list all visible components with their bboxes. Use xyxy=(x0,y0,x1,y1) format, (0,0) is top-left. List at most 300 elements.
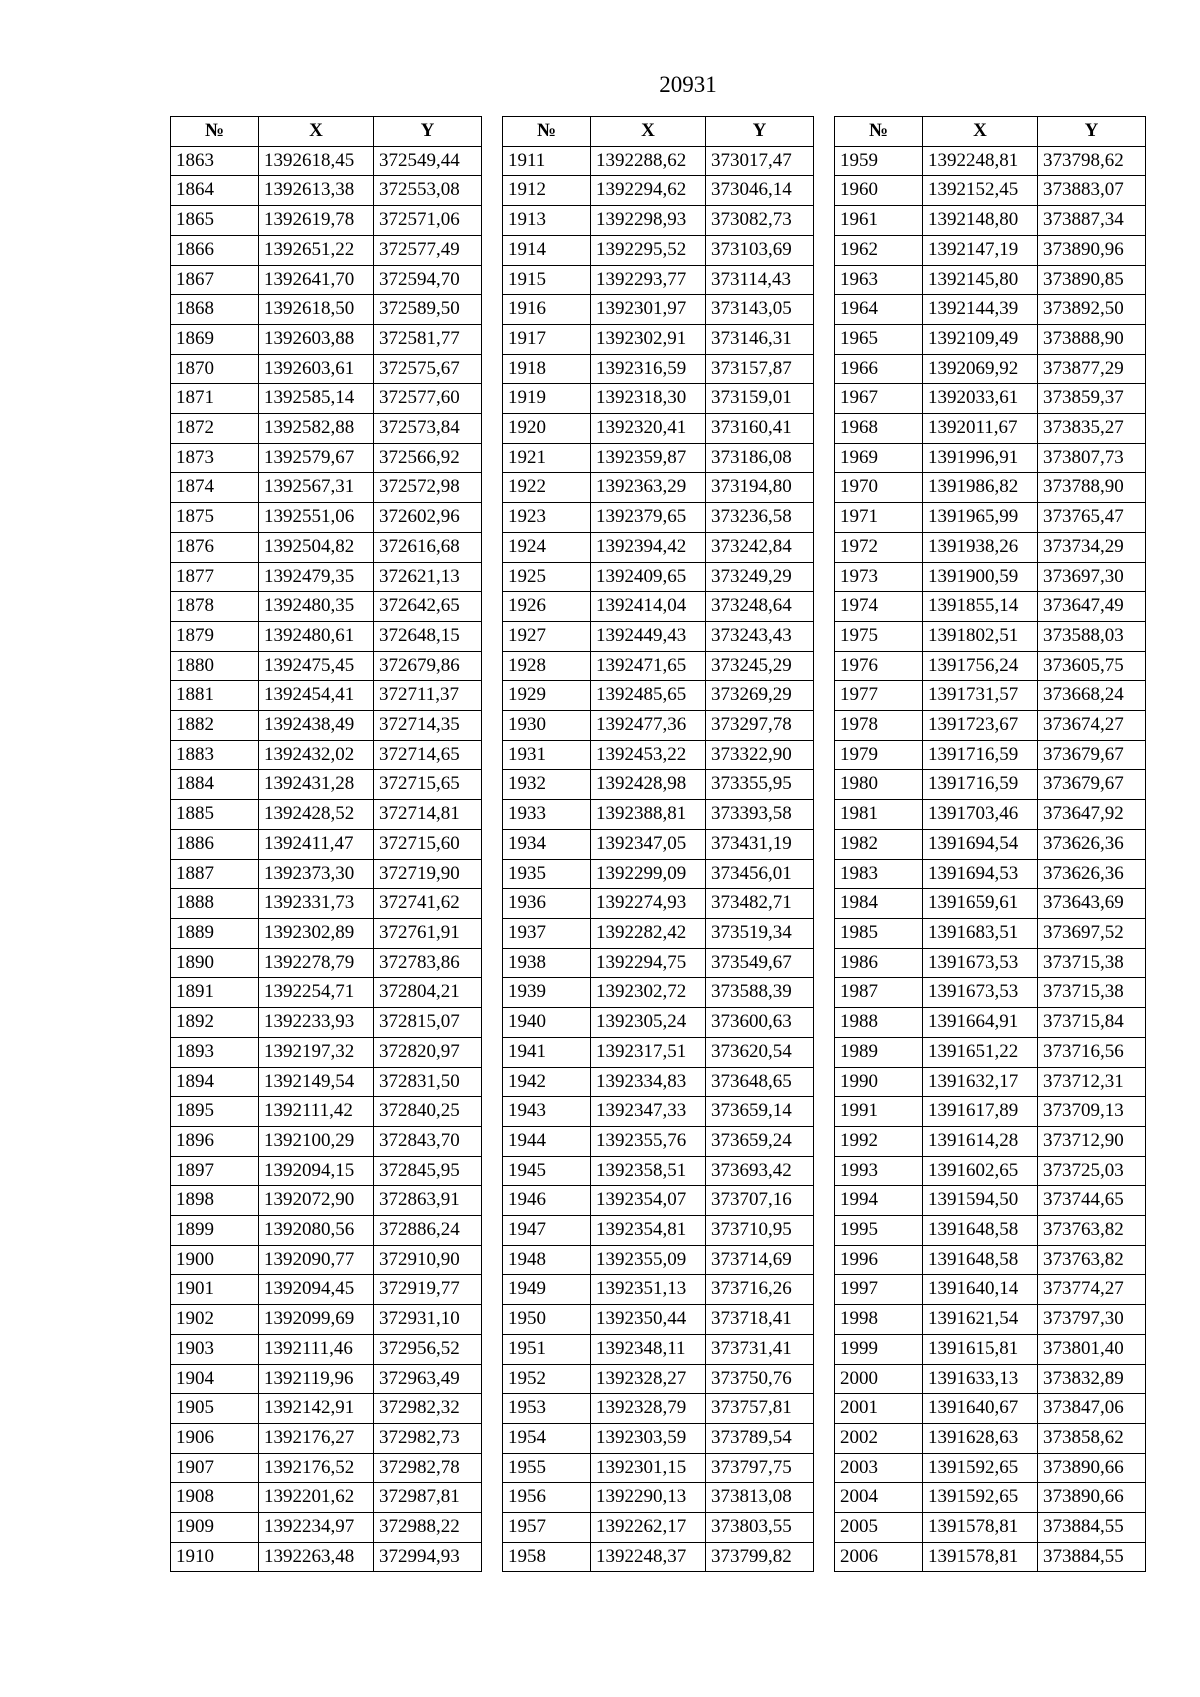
x-coordinate-cell: 1391986,82 xyxy=(923,473,1038,503)
table-row xyxy=(171,473,482,503)
y-coordinate-cell: 372886,24 xyxy=(374,1216,482,1246)
point-number-cell: 2003 xyxy=(835,1453,923,1483)
y-coordinate-cell: 372566,92 xyxy=(374,443,482,473)
x-coordinate-cell: 1392278,79 xyxy=(259,948,374,978)
point-number-cell: 1941 xyxy=(503,1037,591,1067)
y-coordinate-cell: 372648,15 xyxy=(374,621,482,651)
table-row xyxy=(835,206,1146,236)
table-row xyxy=(835,295,1146,325)
table-row xyxy=(503,1008,814,1038)
y-coordinate-cell: 373858,62 xyxy=(1038,1423,1146,1453)
x-coordinate-cell: 1392351,13 xyxy=(591,1275,706,1305)
table-row xyxy=(503,918,814,948)
table-row xyxy=(171,889,482,919)
point-number-cell: 1944 xyxy=(503,1126,591,1156)
y-coordinate-cell: 373243,43 xyxy=(706,621,814,651)
table-row xyxy=(171,1186,482,1216)
table-row xyxy=(171,711,482,741)
table-row xyxy=(171,562,482,592)
table-row xyxy=(835,265,1146,295)
x-coordinate-cell: 1392388,81 xyxy=(591,800,706,830)
table-row xyxy=(503,740,814,770)
x-coordinate-cell: 1392302,91 xyxy=(591,324,706,354)
y-coordinate-cell: 373159,01 xyxy=(706,384,814,414)
point-number-cell: 1898 xyxy=(171,1186,259,1216)
table-row xyxy=(171,1216,482,1246)
y-coordinate-cell: 373143,05 xyxy=(706,295,814,325)
x-coordinate-cell: 1391640,14 xyxy=(923,1275,1038,1305)
x-coordinate-cell: 1392288,62 xyxy=(591,146,706,176)
y-coordinate-cell: 372987,81 xyxy=(374,1483,482,1513)
y-coordinate-cell: 373890,85 xyxy=(1038,265,1146,295)
table-row xyxy=(835,889,1146,919)
point-number-cell: 1903 xyxy=(171,1334,259,1364)
table-row xyxy=(503,324,814,354)
table-row xyxy=(171,1067,482,1097)
point-number-cell: 1955 xyxy=(503,1453,591,1483)
x-coordinate-cell: 1391578,81 xyxy=(923,1542,1038,1572)
table-row xyxy=(171,503,482,533)
y-coordinate-cell: 373674,27 xyxy=(1038,711,1146,741)
y-coordinate-cell: 373160,41 xyxy=(706,414,814,444)
x-coordinate-cell: 1392254,71 xyxy=(259,978,374,1008)
y-coordinate-cell: 373456,01 xyxy=(706,859,814,889)
point-number-cell: 1969 xyxy=(835,443,923,473)
y-coordinate-cell: 372602,96 xyxy=(374,503,482,533)
point-number-cell: 1937 xyxy=(503,918,591,948)
point-number-cell: 1916 xyxy=(503,295,591,325)
y-coordinate-cell: 372843,70 xyxy=(374,1126,482,1156)
y-coordinate-cell: 373888,90 xyxy=(1038,324,1146,354)
table-row xyxy=(835,681,1146,711)
table-row xyxy=(171,235,482,265)
point-number-cell: 1940 xyxy=(503,1008,591,1038)
point-number-cell: 1954 xyxy=(503,1423,591,1453)
table-row xyxy=(835,1513,1146,1543)
point-number-cell: 1991 xyxy=(835,1097,923,1127)
y-coordinate-cell: 372715,60 xyxy=(374,829,482,859)
point-number-cell: 1970 xyxy=(835,473,923,503)
x-coordinate-cell: 1392148,80 xyxy=(923,206,1038,236)
x-coordinate-cell: 1391664,91 xyxy=(923,1008,1038,1038)
y-coordinate-cell: 373832,89 xyxy=(1038,1364,1146,1394)
table-row xyxy=(835,651,1146,681)
x-coordinate-cell: 1392080,56 xyxy=(259,1216,374,1246)
y-coordinate-cell: 373697,30 xyxy=(1038,562,1146,592)
x-coordinate-cell: 1392294,75 xyxy=(591,948,706,978)
point-number-cell: 1921 xyxy=(503,443,591,473)
table-row xyxy=(503,295,814,325)
x-coordinate-cell: 1391683,51 xyxy=(923,918,1038,948)
table-row xyxy=(503,1423,814,1453)
point-number-cell: 1983 xyxy=(835,859,923,889)
x-coordinate-cell: 1391648,58 xyxy=(923,1216,1038,1246)
point-number-cell: 1885 xyxy=(171,800,259,830)
point-number-cell: 1877 xyxy=(171,562,259,592)
y-coordinate-cell: 372549,44 xyxy=(374,146,482,176)
point-number-cell: 1878 xyxy=(171,592,259,622)
x-coordinate-cell: 1391938,26 xyxy=(923,532,1038,562)
table-row xyxy=(171,1542,482,1572)
point-number-cell: 1935 xyxy=(503,859,591,889)
point-number-cell: 1875 xyxy=(171,503,259,533)
point-number-cell: 1971 xyxy=(835,503,923,533)
x-coordinate-cell: 1391731,57 xyxy=(923,681,1038,711)
y-coordinate-cell: 373431,19 xyxy=(706,829,814,859)
table-row xyxy=(171,978,482,1008)
table-row xyxy=(835,354,1146,384)
y-coordinate-cell: 373157,87 xyxy=(706,354,814,384)
x-coordinate-cell: 1392480,61 xyxy=(259,621,374,651)
table-row xyxy=(835,859,1146,889)
y-coordinate-cell: 373186,08 xyxy=(706,443,814,473)
x-coordinate-cell: 1391802,51 xyxy=(923,621,1038,651)
table-row xyxy=(171,1423,482,1453)
point-number-cell: 1872 xyxy=(171,414,259,444)
table-row xyxy=(171,681,482,711)
x-coordinate-cell: 1392485,65 xyxy=(591,681,706,711)
y-coordinate-cell: 373712,90 xyxy=(1038,1126,1146,1156)
x-coordinate-cell: 1392432,02 xyxy=(259,740,374,770)
table-row xyxy=(835,740,1146,770)
y-coordinate-cell: 372931,10 xyxy=(374,1305,482,1335)
x-coordinate-cell: 1391602,65 xyxy=(923,1156,1038,1186)
point-number-cell: 1906 xyxy=(171,1423,259,1453)
y-coordinate-cell: 373714,69 xyxy=(706,1245,814,1275)
point-number-cell: 1919 xyxy=(503,384,591,414)
x-coordinate-cell: 1392274,93 xyxy=(591,889,706,919)
x-coordinate-cell: 1392354,81 xyxy=(591,1216,706,1246)
x-coordinate-cell: 1392334,83 xyxy=(591,1067,706,1097)
table-row xyxy=(835,414,1146,444)
x-coordinate-cell: 1391592,65 xyxy=(923,1483,1038,1513)
y-coordinate-cell: 373643,69 xyxy=(1038,889,1146,919)
y-coordinate-cell: 373679,67 xyxy=(1038,740,1146,770)
table-row xyxy=(503,1186,814,1216)
point-number-cell: 1880 xyxy=(171,651,259,681)
y-coordinate-cell: 373103,69 xyxy=(706,235,814,265)
point-number-cell: 1987 xyxy=(835,978,923,1008)
y-coordinate-cell: 373798,62 xyxy=(1038,146,1146,176)
x-coordinate-cell: 1392094,45 xyxy=(259,1275,374,1305)
y-coordinate-cell: 373744,65 xyxy=(1038,1186,1146,1216)
y-coordinate-cell: 372714,35 xyxy=(374,711,482,741)
x-coordinate-cell: 1392379,65 xyxy=(591,503,706,533)
x-coordinate-cell: 1392109,49 xyxy=(923,324,1038,354)
table-row xyxy=(171,414,482,444)
table-row xyxy=(171,1305,482,1335)
y-coordinate-cell: 373731,41 xyxy=(706,1334,814,1364)
table-row xyxy=(171,1008,482,1038)
x-coordinate-cell: 1392111,46 xyxy=(259,1334,374,1364)
y-coordinate-cell: 373626,36 xyxy=(1038,859,1146,889)
table-row xyxy=(503,176,814,206)
x-coordinate-cell: 1392069,92 xyxy=(923,354,1038,384)
y-coordinate-cell: 373887,34 xyxy=(1038,206,1146,236)
y-coordinate-cell: 373774,27 xyxy=(1038,1275,1146,1305)
y-coordinate-cell: 372642,65 xyxy=(374,592,482,622)
y-coordinate-cell: 373355,95 xyxy=(706,770,814,800)
table-row xyxy=(171,740,482,770)
point-number-cell: 1996 xyxy=(835,1245,923,1275)
table-row xyxy=(503,1513,814,1543)
y-coordinate-cell: 373605,75 xyxy=(1038,651,1146,681)
table-row xyxy=(171,1453,482,1483)
header-y: Y xyxy=(1038,117,1146,147)
x-coordinate-cell: 1392147,19 xyxy=(923,235,1038,265)
y-coordinate-cell: 373194,80 xyxy=(706,473,814,503)
y-coordinate-cell: 372783,86 xyxy=(374,948,482,978)
y-coordinate-cell: 373588,03 xyxy=(1038,621,1146,651)
x-coordinate-cell: 1391617,89 xyxy=(923,1097,1038,1127)
point-number-cell: 1890 xyxy=(171,948,259,978)
x-coordinate-cell: 1391648,58 xyxy=(923,1245,1038,1275)
x-coordinate-cell: 1392651,22 xyxy=(259,235,374,265)
y-coordinate-cell: 373716,26 xyxy=(706,1275,814,1305)
point-number-cell: 1899 xyxy=(171,1216,259,1246)
point-number-cell: 1876 xyxy=(171,532,259,562)
y-coordinate-cell: 373549,67 xyxy=(706,948,814,978)
table-row xyxy=(503,978,814,1008)
table-row xyxy=(835,621,1146,651)
y-coordinate-cell: 373835,27 xyxy=(1038,414,1146,444)
table-row xyxy=(835,1453,1146,1483)
table-header-row xyxy=(171,117,482,147)
table-row xyxy=(171,532,482,562)
point-number-cell: 1915 xyxy=(503,265,591,295)
x-coordinate-cell: 1391694,53 xyxy=(923,859,1038,889)
y-coordinate-cell: 373763,82 xyxy=(1038,1216,1146,1246)
point-number-cell: 1993 xyxy=(835,1156,923,1186)
table-row xyxy=(835,1008,1146,1038)
x-coordinate-cell: 1392299,09 xyxy=(591,859,706,889)
point-number-cell: 2005 xyxy=(835,1513,923,1543)
x-coordinate-cell: 1392305,24 xyxy=(591,1008,706,1038)
x-coordinate-cell: 1392033,61 xyxy=(923,384,1038,414)
coordinate-table-1 xyxy=(170,116,482,1572)
point-number-cell: 1892 xyxy=(171,1008,259,1038)
table-row xyxy=(171,1126,482,1156)
point-number-cell: 1953 xyxy=(503,1394,591,1424)
table-row xyxy=(171,1364,482,1394)
x-coordinate-cell: 1391996,91 xyxy=(923,443,1038,473)
x-coordinate-cell: 1392011,67 xyxy=(923,414,1038,444)
x-coordinate-cell: 1392551,06 xyxy=(259,503,374,533)
table-row xyxy=(835,324,1146,354)
table-row xyxy=(503,829,814,859)
x-coordinate-cell: 1392567,31 xyxy=(259,473,374,503)
y-coordinate-cell: 372577,49 xyxy=(374,235,482,265)
y-coordinate-cell: 372572,98 xyxy=(374,473,482,503)
y-coordinate-cell: 373269,29 xyxy=(706,681,814,711)
y-coordinate-cell: 373715,84 xyxy=(1038,1008,1146,1038)
x-coordinate-cell: 1392293,77 xyxy=(591,265,706,295)
x-coordinate-cell: 1391673,53 xyxy=(923,948,1038,978)
table-row xyxy=(171,592,482,622)
x-coordinate-cell: 1392317,51 xyxy=(591,1037,706,1067)
table-row xyxy=(503,1275,814,1305)
y-coordinate-cell: 373799,82 xyxy=(706,1542,814,1572)
table-row xyxy=(503,948,814,978)
x-coordinate-cell: 1392358,51 xyxy=(591,1156,706,1186)
table-row xyxy=(171,1513,482,1543)
x-coordinate-cell: 1392144,39 xyxy=(923,295,1038,325)
table-row xyxy=(503,651,814,681)
x-coordinate-cell: 1392347,33 xyxy=(591,1097,706,1127)
y-coordinate-cell: 373884,55 xyxy=(1038,1513,1146,1543)
point-number-cell: 1930 xyxy=(503,711,591,741)
x-coordinate-cell: 1392582,88 xyxy=(259,414,374,444)
table-row xyxy=(835,532,1146,562)
header-number: № xyxy=(503,117,591,147)
y-coordinate-cell: 372679,86 xyxy=(374,651,482,681)
table-row xyxy=(835,978,1146,1008)
table-row xyxy=(503,1483,814,1513)
y-coordinate-cell: 373647,92 xyxy=(1038,800,1146,830)
x-coordinate-cell: 1391594,50 xyxy=(923,1186,1038,1216)
y-coordinate-cell: 373620,54 xyxy=(706,1037,814,1067)
y-coordinate-cell: 373890,66 xyxy=(1038,1483,1146,1513)
y-coordinate-cell: 373482,71 xyxy=(706,889,814,919)
y-coordinate-cell: 373600,63 xyxy=(706,1008,814,1038)
point-number-cell: 1911 xyxy=(503,146,591,176)
x-coordinate-cell: 1392350,44 xyxy=(591,1305,706,1335)
y-coordinate-cell: 372820,97 xyxy=(374,1037,482,1067)
table-row xyxy=(171,1097,482,1127)
point-number-cell: 1923 xyxy=(503,503,591,533)
x-coordinate-cell: 1392290,13 xyxy=(591,1483,706,1513)
point-number-cell: 1985 xyxy=(835,918,923,948)
y-coordinate-cell: 373648,65 xyxy=(706,1067,814,1097)
table-row xyxy=(171,1394,482,1424)
x-coordinate-cell: 1392619,78 xyxy=(259,206,374,236)
y-coordinate-cell: 373847,06 xyxy=(1038,1394,1146,1424)
point-number-cell: 1978 xyxy=(835,711,923,741)
point-number-cell: 1934 xyxy=(503,829,591,859)
x-coordinate-cell: 1392355,76 xyxy=(591,1126,706,1156)
x-coordinate-cell: 1392355,09 xyxy=(591,1245,706,1275)
y-coordinate-cell: 373659,14 xyxy=(706,1097,814,1127)
x-coordinate-cell: 1392363,29 xyxy=(591,473,706,503)
x-coordinate-cell: 1392197,32 xyxy=(259,1037,374,1067)
point-number-cell: 1905 xyxy=(171,1394,259,1424)
table-row xyxy=(503,800,814,830)
point-number-cell: 1864 xyxy=(171,176,259,206)
x-coordinate-cell: 1391578,81 xyxy=(923,1513,1038,1543)
x-coordinate-cell: 1391621,54 xyxy=(923,1305,1038,1335)
table-row xyxy=(503,146,814,176)
table-row xyxy=(503,770,814,800)
y-coordinate-cell: 373668,24 xyxy=(1038,681,1146,711)
point-number-cell: 1893 xyxy=(171,1037,259,1067)
point-number-cell: 1896 xyxy=(171,1126,259,1156)
x-coordinate-cell: 1392579,67 xyxy=(259,443,374,473)
point-number-cell: 1926 xyxy=(503,592,591,622)
x-coordinate-cell: 1392454,41 xyxy=(259,681,374,711)
x-coordinate-cell: 1391965,99 xyxy=(923,503,1038,533)
x-coordinate-cell: 1391694,54 xyxy=(923,829,1038,859)
table-row xyxy=(171,1483,482,1513)
point-number-cell: 1869 xyxy=(171,324,259,354)
x-coordinate-cell: 1392318,30 xyxy=(591,384,706,414)
table-row xyxy=(835,1186,1146,1216)
header-number: № xyxy=(835,117,923,147)
y-coordinate-cell: 372553,08 xyxy=(374,176,482,206)
table-row xyxy=(503,711,814,741)
y-coordinate-cell: 373883,07 xyxy=(1038,176,1146,206)
y-coordinate-cell: 373765,47 xyxy=(1038,503,1146,533)
y-coordinate-cell: 372719,90 xyxy=(374,859,482,889)
point-number-cell: 1902 xyxy=(171,1305,259,1335)
point-number-cell: 1999 xyxy=(835,1334,923,1364)
table-row xyxy=(503,592,814,622)
table-row xyxy=(835,800,1146,830)
table-row xyxy=(503,503,814,533)
point-number-cell: 1951 xyxy=(503,1334,591,1364)
x-coordinate-cell: 1392201,62 xyxy=(259,1483,374,1513)
x-coordinate-cell: 1392072,90 xyxy=(259,1186,374,1216)
table-row xyxy=(503,889,814,919)
header-x: X xyxy=(591,117,706,147)
y-coordinate-cell: 372804,21 xyxy=(374,978,482,1008)
x-coordinate-cell: 1391659,61 xyxy=(923,889,1038,919)
table-row xyxy=(503,1542,814,1572)
point-number-cell: 1997 xyxy=(835,1275,923,1305)
point-number-cell: 1895 xyxy=(171,1097,259,1127)
point-number-cell: 1918 xyxy=(503,354,591,384)
point-number-cell: 1871 xyxy=(171,384,259,414)
point-number-cell: 1994 xyxy=(835,1186,923,1216)
point-number-cell: 1873 xyxy=(171,443,259,473)
x-coordinate-cell: 1391855,14 xyxy=(923,592,1038,622)
point-number-cell: 1928 xyxy=(503,651,591,681)
point-number-cell: 2004 xyxy=(835,1483,923,1513)
x-coordinate-cell: 1392234,97 xyxy=(259,1513,374,1543)
point-number-cell: 1942 xyxy=(503,1067,591,1097)
point-number-cell: 1883 xyxy=(171,740,259,770)
table-row xyxy=(171,1245,482,1275)
y-coordinate-cell: 373697,52 xyxy=(1038,918,1146,948)
y-coordinate-cell: 373725,03 xyxy=(1038,1156,1146,1186)
y-coordinate-cell: 373716,56 xyxy=(1038,1037,1146,1067)
x-coordinate-cell: 1392248,81 xyxy=(923,146,1038,176)
x-coordinate-cell: 1392142,91 xyxy=(259,1394,374,1424)
x-coordinate-cell: 1391592,65 xyxy=(923,1453,1038,1483)
point-number-cell: 1879 xyxy=(171,621,259,651)
point-number-cell: 2002 xyxy=(835,1423,923,1453)
point-number-cell: 1946 xyxy=(503,1186,591,1216)
table-row xyxy=(835,1364,1146,1394)
x-coordinate-cell: 1392347,05 xyxy=(591,829,706,859)
table-row xyxy=(171,146,482,176)
point-number-cell: 1986 xyxy=(835,948,923,978)
y-coordinate-cell: 373693,42 xyxy=(706,1156,814,1186)
point-number-cell: 1965 xyxy=(835,324,923,354)
table-row xyxy=(503,1334,814,1364)
table-row xyxy=(503,1245,814,1275)
point-number-cell: 1908 xyxy=(171,1483,259,1513)
table-row xyxy=(503,1126,814,1156)
point-number-cell: 2000 xyxy=(835,1364,923,1394)
x-coordinate-cell: 1392094,15 xyxy=(259,1156,374,1186)
y-coordinate-cell: 373710,95 xyxy=(706,1216,814,1246)
table-row xyxy=(835,1394,1146,1424)
y-coordinate-cell: 373626,36 xyxy=(1038,829,1146,859)
y-coordinate-cell: 373082,73 xyxy=(706,206,814,236)
x-coordinate-cell: 1392354,07 xyxy=(591,1186,706,1216)
x-coordinate-cell: 1392295,52 xyxy=(591,235,706,265)
y-coordinate-cell: 373750,76 xyxy=(706,1364,814,1394)
